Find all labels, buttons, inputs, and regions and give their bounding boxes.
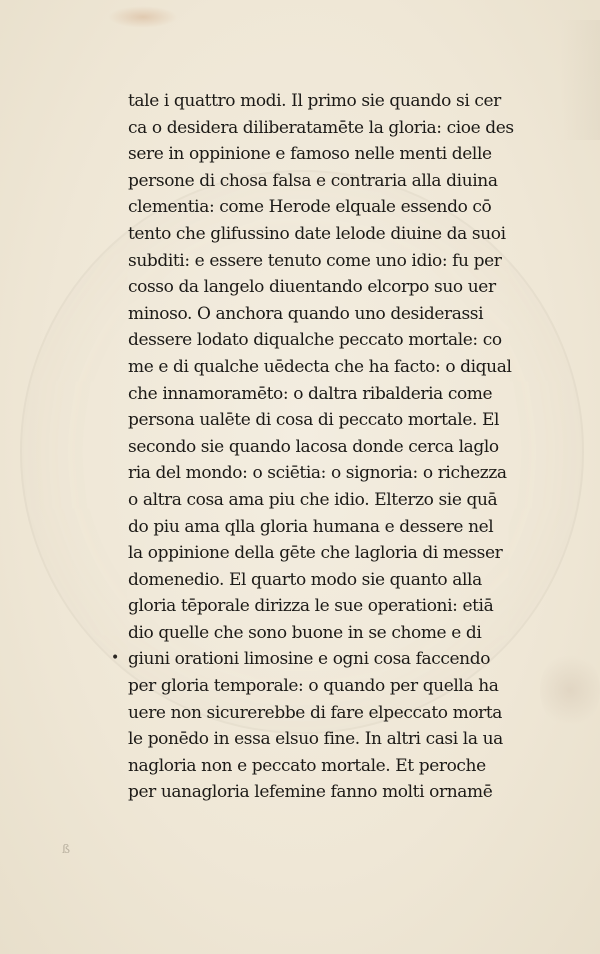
paper-stain: [108, 6, 178, 28]
margin-mark: •: [111, 650, 120, 666]
text-line: giuni orationi limosine e ogni cosa faccendo: [128, 649, 491, 670]
text-line: do piu ama qlla gloria humana e dessere nel: [128, 516, 494, 537]
text-line: la oppinione della gēte che lagloria di messer: [128, 543, 503, 564]
text-line: tale i quattro modi. Il primo sie quando si cer: [128, 91, 501, 111]
text-line: secondo sie quando lacosa donde cerca laglo: [128, 436, 499, 457]
text-line: dessere lodato diqualche peccato mortale: co: [128, 330, 502, 351]
text-line: uere non sicurerebbe di fare elpeccato morta: [128, 702, 503, 723]
text-line: per uanagloria lefemine fanno molti ornamē: [128, 782, 493, 803]
text-line: le ponēdo in essa elsuo fine. In altri casi la ua: [128, 729, 503, 750]
text-line: persone di chosa falsa e contraria alla diuina: [128, 170, 498, 191]
bottom-margin-mark: ß: [62, 842, 71, 856]
text-line: minoso. O anchora quando uno desiderassi: [128, 303, 484, 324]
text-line: sere in oppinione e famoso nelle menti delle: [128, 144, 492, 165]
text-line: nagloria non e peccato mortale. Et peroche: [128, 755, 486, 776]
text-line: domenedio. El quarto modo sie quanto alla: [128, 569, 482, 590]
text-line: clementia: come Herode elquale essendo cō: [128, 197, 492, 218]
text-line: ca o desidera diliberatamēte la gloria: cioe des: [128, 117, 514, 138]
text-line: o altra cosa ama piu che idio. Elterzo sie quā: [128, 489, 498, 510]
text-line: che innamoramēto: o daltra ribalderia come: [128, 383, 493, 404]
text-block: [128, 88, 538, 806]
text-line: dio quelle che sono buone in se chome e di: [128, 622, 482, 643]
text-line: subditi: e essere tenuto come uno idio: fu per: [128, 250, 502, 271]
text-line: gloria tēporale dirizza le sue operationi: etiā: [128, 596, 494, 617]
text-line: ria del mondo: o sciētia: o signoria: o richezza: [128, 463, 507, 484]
text-line: persona ualēte di cosa di peccato mortale. El: [128, 410, 500, 431]
text-line: me e di qualche uēdecta che ha facto: o diqual: [128, 356, 512, 377]
paper-spot: [540, 650, 600, 730]
text-line: per gloria temporale: o quando per quella ha: [128, 676, 499, 697]
text-line: cosso da langelo diuentando elcorpo suo uer: [128, 277, 496, 298]
paper-edge-shadow: [560, 20, 600, 140]
text-line: tento che glifussino date lelode diuine da suoi: [128, 223, 506, 244]
